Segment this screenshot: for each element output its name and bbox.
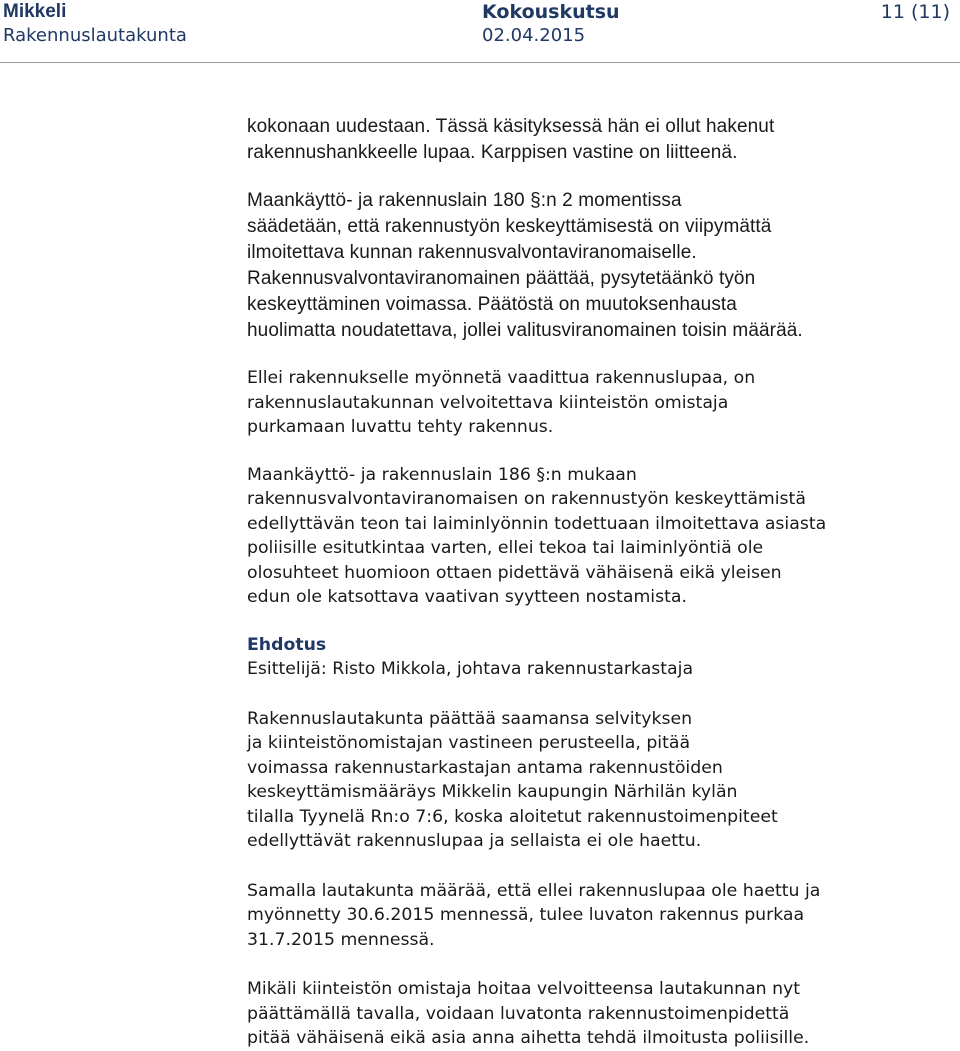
text-line: huolimatta noudatettava, jollei valitusviranomainen toisin määrää. bbox=[247, 320, 803, 341]
text-line: Ellei rakennukselle myönnetä vaadittua rakennuslupaa, on bbox=[247, 368, 756, 388]
paragraph-decision bbox=[247, 707, 937, 854]
text-line: edun ole katsottava vaativan syytteen nostamista. bbox=[247, 587, 687, 607]
document-type: Kokouskutsu bbox=[482, 1, 620, 23]
document-body bbox=[247, 114, 937, 1051]
text-line: 31.7.2015 mennessä. bbox=[247, 929, 435, 950]
text-line: rakennusvalvontaviranomaisen on rakennustyön keskeyttämistä bbox=[247, 489, 806, 509]
text-line: keskeyttämismääräys Mikkelin kaupungin Närhilän kylän bbox=[247, 782, 738, 802]
text-line: päättämällä tavalla, voidaan luvatonta rakennustoimenpidettä bbox=[247, 1003, 790, 1024]
text-line: säädetään, että rakennustyön keskeyttämisestä on viipymättä bbox=[247, 216, 772, 237]
text-line: Maankäyttö- ja rakennuslain 186 §:n mukaan bbox=[247, 464, 637, 485]
text-line: Maankäyttö- ja rakennuslain 180 §:n 2 momentissa bbox=[247, 190, 682, 211]
paragraph-law-180 bbox=[247, 188, 937, 344]
presenter-line: Esittelijä: Risto Mikkola, johtava rakennustarkastaja bbox=[247, 659, 694, 679]
text-line: Samalla lautakunta määrää, että ellei rakennuslupaa ole haettu ja bbox=[247, 880, 821, 901]
text-line: poliisille esitutkintaa varten, ellei tekoa tai laiminlyöntiä ole bbox=[247, 538, 764, 558]
department-name: Rakennuslautakunta bbox=[3, 25, 187, 46]
text-line: Mikäli kiinteistön omistaja hoitaa velvoitteensa lautakunnan nyt bbox=[247, 979, 801, 999]
paragraph-deadline bbox=[247, 879, 937, 953]
text-line: Rakennuslautakunta päättää saamansa selvityksen bbox=[247, 708, 693, 729]
header-divider bbox=[0, 62, 960, 63]
text-line: rakennushankkeelle lupaa. Karppisen vastine on liitteenä. bbox=[247, 142, 738, 163]
paragraph-background bbox=[247, 114, 937, 166]
text-line: keskeyttäminen voimassa. Päätöstä on muutoksenhausta bbox=[247, 294, 737, 315]
page-number: 11 (11) bbox=[880, 1, 950, 23]
paragraph-law-186 bbox=[247, 463, 937, 610]
text-line: ja kiinteistönomistajan vastineen perusteella, pitää bbox=[247, 733, 691, 753]
document-date: 02.04.2015 bbox=[482, 25, 586, 46]
text-line: edellyttävän teon tai laiminlyönnin todettuaan ilmoitettava asiasta bbox=[247, 513, 827, 534]
text-line: voimassa rakennustarkastajan antama rakennustöiden bbox=[247, 757, 723, 778]
text-line: kokonaan uudestaan. Tässä käsityksessä hän ei ollut hakenut bbox=[247, 116, 775, 137]
text-line: myönnetty 30.6.2015 mennessä, tulee luvaton rakennus purkaa bbox=[247, 905, 805, 925]
paragraph-permit-obligation bbox=[247, 366, 937, 440]
text-line: purkamaan luvattu tehty rakennus. bbox=[247, 417, 554, 437]
text-line: pitää vähäisenä eikä asia anna aihetta tehdä ilmoitusta poliisille. bbox=[247, 1028, 810, 1048]
text-line: ilmoitettava kunnan rakennusvalvontaviranomaiselle. bbox=[247, 242, 697, 263]
paragraph-compliance bbox=[247, 977, 937, 1051]
text-line: edellyttävät rakennuslupaa ja sellaista ei ole haettu. bbox=[247, 831, 702, 851]
text-line: rakennuslautakunnan velvoitettava kiinteistön omistaja bbox=[247, 392, 729, 413]
proposal-heading: Ehdotus bbox=[247, 634, 327, 655]
text-line: Rakennusvalvontaviranomainen päättää, pysytetäänkö työn bbox=[247, 268, 756, 289]
text-line: olosuhteet huomioon ottaen pidettävä vähäisenä eikä yleisen bbox=[247, 562, 782, 583]
text-line: tilalla Tyynelä Rn:o 7:6, koska aloitetut rakennustoimenpiteet bbox=[247, 806, 778, 827]
organization-name: Mikkeli bbox=[3, 1, 67, 22]
